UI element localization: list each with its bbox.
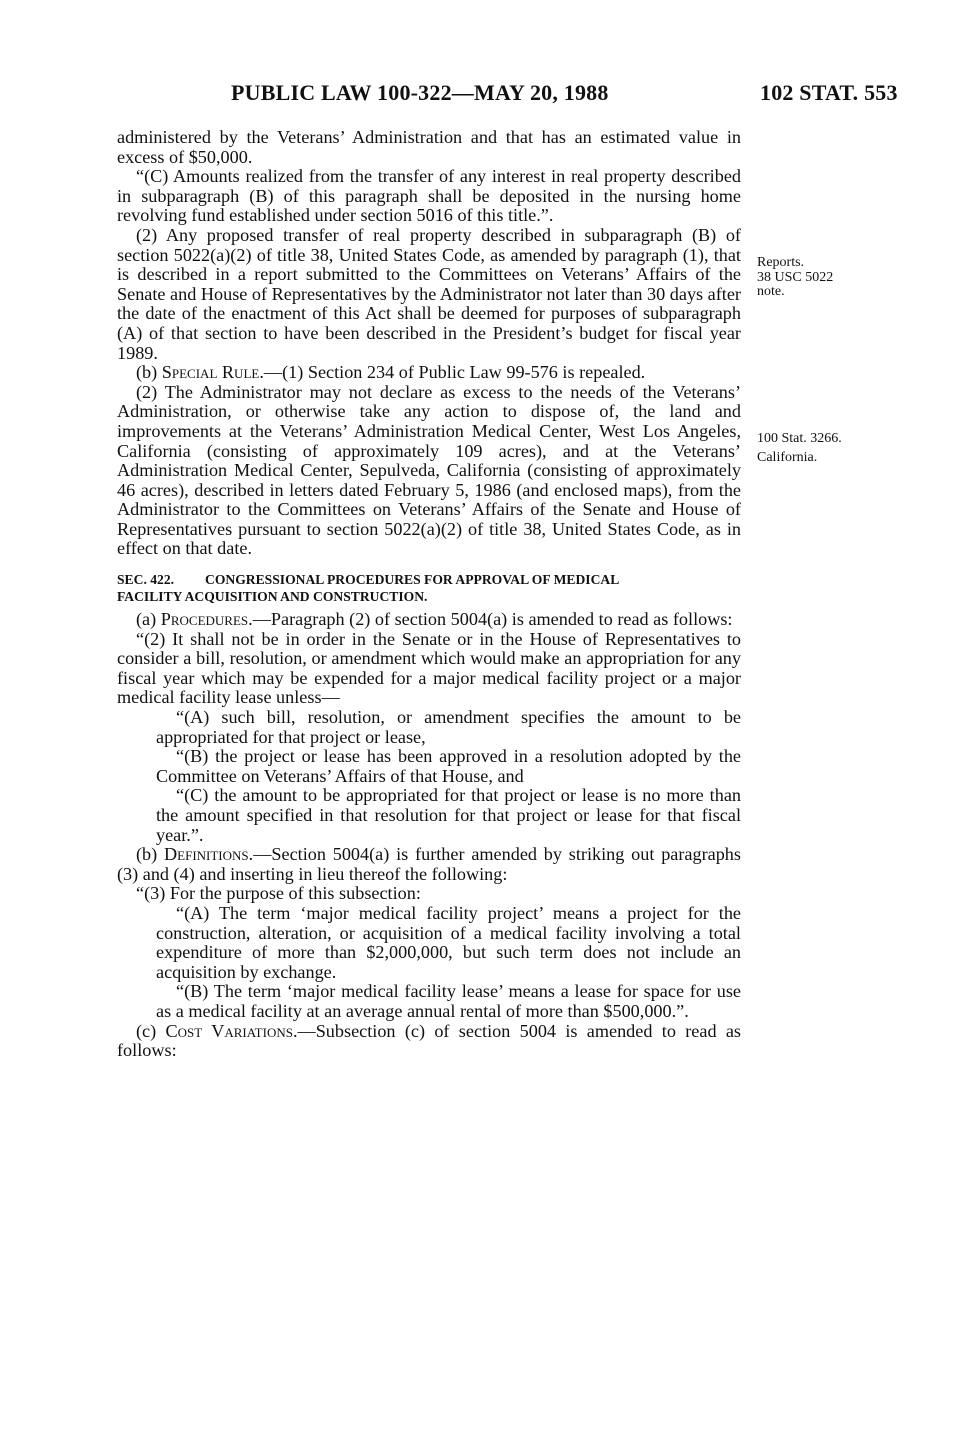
margin-note-line: Reports.	[757, 255, 805, 270]
subsection-heading: Procedures.	[160, 609, 253, 630]
paragraph	[117, 610, 741, 630]
margin-note-california	[757, 451, 867, 466]
subsection-label: (b)	[136, 844, 165, 865]
subsection-label: (a)	[136, 609, 161, 630]
paragraph	[117, 845, 741, 884]
subsection-heading: Cost Variations.	[165, 1020, 298, 1041]
quoted-subparagraph: “(A) such bill, resolution, or amendment specifies the amount to be appropriated for that project or lease,	[156, 707, 741, 747]
subsection-heading: Definitions.	[164, 844, 254, 865]
margin-note-stat-reference	[757, 432, 867, 447]
subsection-text: —Section 5004(a) is further amended by striking out paragraphs (3) and (4) and inserting in lieu thereof the following:	[117, 844, 741, 884]
statute-body	[117, 128, 741, 1061]
quoted-subparagraph: “(B) The term ‘major medical facility lease’ means a lease for space for use as a medical facility at an average annual rental of more than $500,000.”.	[156, 981, 741, 1021]
quoted-subparagraph: “(B) the project or lease has been approved in a resolution adopted by the Committee on Veterans’ Affairs of that House, and	[156, 746, 741, 786]
running-title: PUBLIC LAW 100-322—MAY 20, 1988	[231, 80, 609, 105]
subsection-label: (c)	[136, 1020, 166, 1041]
paragraph	[117, 363, 741, 383]
paragraph: (2) Any proposed transfer of real property described in subparagraph (B) of section 5022(a)(2) of title 38, United States Code, as amended by paragraph (1), that is described in a report submitted to the Committees on Veterans’ Affairs of the Senate and House of Representatives by the Administrator not later than 30 days after the date of the enactment of this Act shall be deemed for purposes of subparagraph (A) of that section to have been described in the President’s budget for fiscal year 1989.	[117, 224, 741, 363]
quoted-subparagraph: “(A) The term ‘major medical facility project’ means a project for the construction, alteration, or acquisition of a medical facility involving a total expenditure of more than $2,000,000, but such term does not include an acquisition by exchange.	[156, 902, 741, 982]
margin-note-line: 38 USC 5022	[757, 269, 834, 285]
statute-page-number: 102 STAT. 553	[760, 80, 898, 105]
paragraph: administered by the Veterans’ Administration and that has an estimated value in excess of $50,000.	[117, 127, 741, 167]
quoted-paragraph: “(3) For the purpose of this subsection:	[136, 883, 421, 904]
subsection-heading: Special Rule.	[161, 362, 264, 383]
subsection-label: (b)	[136, 362, 162, 383]
paragraph	[117, 1022, 741, 1061]
quoted-paragraph: “(2) It shall not be in order in the Senate or in the House of Representatives to consider a bill, resolution, or amendment which would make an appropriation for any fiscal year which may be expended for a major medical facility project or a major medical facility lease unless—	[117, 628, 741, 708]
section-title-line: FACILITY ACQUISITION AND CONSTRUCTION.	[117, 589, 428, 605]
margin-note-reports	[757, 256, 867, 300]
margin-note-line: 100 Stat. 3266.	[757, 431, 842, 446]
subsection-text: —Subsection (c) of section 5004 is amended to read as follows:	[117, 1020, 742, 1061]
quoted-subparagraph: “(C) the amount to be appropriated for that project or lease is no more than the amount specified in that resolution for that project or lease for that fiscal year.”.	[156, 785, 741, 845]
section-number: SEC. 422.	[117, 572, 175, 588]
subsection-text: —(1) Section 234 of Public Law 99-576 is repealed.	[263, 362, 646, 383]
paragraph: “(C) Amounts realized from the transfer of any interest in real property described in subparagraph (B) of this paragraph shall be deposited in the nursing home revolving fund established under section 5016 of this title.”.	[117, 166, 741, 226]
section-heading	[117, 571, 741, 605]
section-title-line: CONGRESSIONAL PROCEDURES FOR APPROVAL OF MEDICAL	[205, 572, 620, 588]
paragraph: (2) The Administrator may not declare as excess to the needs of the Veterans’ Administration, or otherwise take any action to dispose of, the land and improvements at the Veterans’ Administration Medical Center, West Los Angeles, California (consisting of approximately 109 acres), and at the Veterans’ Administration Medical Center, Sepulveda, California (consisting of approximately 46 acres), described in letters dated February 5, 1986 (and enclosed maps), from the Administrator to the Committees on Veterans’ Affairs of the Senate and House of Representatives pursuant to section 5022(a)(2) of title 38, United States Code, as in effect on that date.	[117, 381, 741, 559]
margin-note-line: note.	[757, 284, 785, 299]
page-header	[0, 80, 969, 110]
subsection-text: —Paragraph (2) of section 5004(a) is amended to read as follows:	[252, 609, 733, 630]
margin-note-line: California.	[757, 450, 818, 465]
